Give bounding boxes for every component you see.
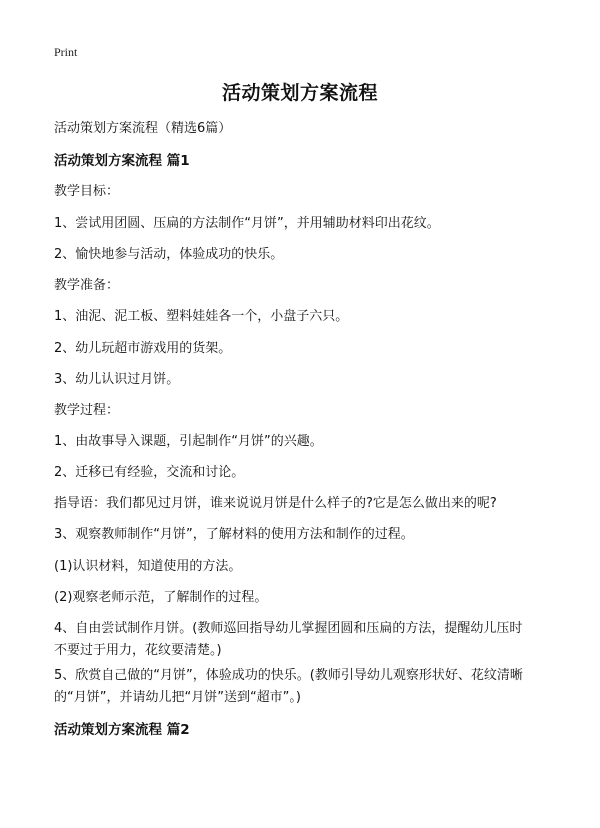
goals-label: 教学目标： xyxy=(54,184,120,199)
process-step-1: 1、由故事导入课题，引起制作“月饼”的兴趣。 xyxy=(54,434,323,449)
prep-item-2: 2、幼儿玩超市游戏用的货架。 xyxy=(54,341,232,356)
process-step-3: 3、观察教师制作“月饼”，了解材料的使用方法和制作的过程。 xyxy=(54,527,414,542)
process-substep-1: (1)认识材料，知道使用的方法。 xyxy=(54,559,242,574)
prep-label: 教学准备： xyxy=(54,278,120,293)
print-link[interactable]: Print xyxy=(54,45,78,59)
process-label: 教学过程： xyxy=(54,403,120,418)
process-step-5-line-1: 5、欣赏自己做的“月饼”，体验成功的快乐。(教师引导幼儿观察形状好、花纹清晰 xyxy=(54,668,523,683)
prep-item-3: 3、幼儿认识过月饼。 xyxy=(54,372,180,387)
document-subtitle: 活动策划方案流程（精选6篇） xyxy=(54,121,232,136)
prep-item-1: 1、油泥、泥工板、塑料娃娃各一个，小盘子六只。 xyxy=(54,309,349,324)
guide-text: 指导语：我们都见过月饼，谁来说说月饼是什么样子的?它是怎么做出来的呢? xyxy=(54,496,497,511)
section-heading-1: 活动策划方案流程 篇1 xyxy=(54,153,190,169)
process-step-4-line-2: 不要过于用力，花纹要清楚。) xyxy=(54,643,222,658)
process-step-4-line-1: 4、自由尝试制作月饼。(教师巡回指导幼儿掌握团圆和压扁的方法，提醒幼儿压时 xyxy=(54,621,523,636)
page-title: 活动策划方案流程 xyxy=(221,82,378,104)
goal-item-2: 2、愉快地参与活动，体验成功的快乐。 xyxy=(54,247,284,262)
process-step-2: 2、迁移已有经验，交流和讨论。 xyxy=(54,465,245,480)
section-heading-2: 活动策划方案流程 篇2 xyxy=(54,722,190,738)
goal-item-1: 1、尝试用团圆、压扁的方法制作“月饼”，并用辅助材料印出花纹。 xyxy=(54,216,440,231)
process-substep-2: (2)观察老师示范，了解制作的过程。 xyxy=(54,590,268,605)
process-step-5-line-2: 的“月饼”，并请幼儿把“月饼”送到“超市”。) xyxy=(54,690,301,705)
